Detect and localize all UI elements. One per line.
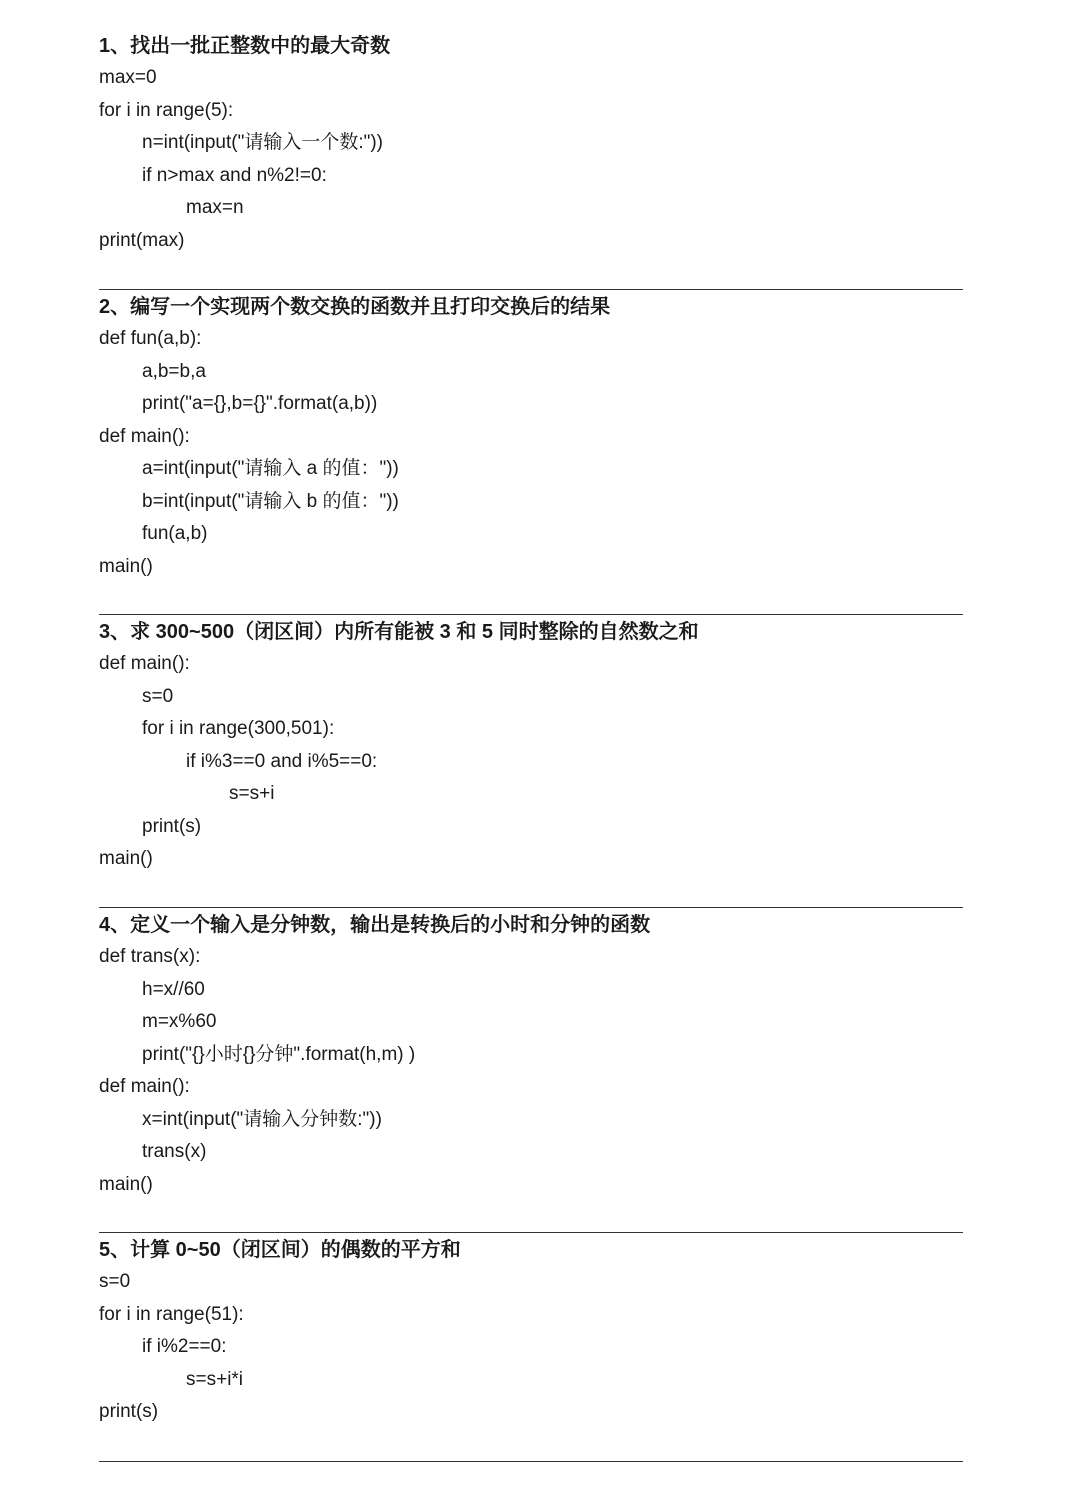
code-line: print(max) (99, 229, 185, 251)
code-line: fun(a,b) (142, 523, 208, 544)
code-line: def fun(a,b): (99, 328, 202, 349)
code-line: for i in range(5): (99, 99, 234, 121)
code-line: print(s) (142, 815, 202, 837)
code-line: print(s) (99, 1401, 159, 1422)
code-line: max=0 (99, 67, 157, 88)
problem-2 (99, 291, 963, 583)
code-line: trans(x) (142, 1141, 207, 1162)
code-line: if i%3==0 and i%5==0: (186, 750, 378, 772)
code-line: def main(): (99, 425, 190, 447)
code-line: if i%2==0: (142, 1336, 227, 1357)
code-line: max=n (186, 197, 244, 218)
code-line: s=s+i*i (186, 1368, 244, 1390)
code-line: def main(): (99, 653, 190, 674)
code-line: h=x//60 (142, 978, 205, 1000)
problem-1-title: 1、找出一批正整数中的最大奇数 (99, 35, 391, 57)
code-line: s=0 (142, 685, 174, 707)
section-divider (99, 614, 963, 615)
code-line: main() (99, 1173, 153, 1195)
problem-3 (99, 616, 963, 876)
code-line: a,b=b,a (142, 360, 206, 382)
code-line: b=int(input("请输入 b 的值：")) (142, 490, 399, 512)
code-line: m=x%60 (142, 1011, 217, 1032)
section-divider (99, 1461, 963, 1462)
section-divider (99, 1232, 963, 1233)
problem-4 (99, 909, 963, 1201)
code-line: x=int(input("请输入分钟数:")) (142, 1108, 382, 1130)
code-line: main() (99, 848, 153, 869)
code-line: s=0 (99, 1271, 131, 1292)
section-divider (99, 289, 963, 290)
code-line: if n>max and n%2!=0: (142, 164, 327, 186)
code-line: for i in range(51): (99, 1303, 244, 1325)
code-line: def main(): (99, 1076, 190, 1097)
code-line: def trans(x): (99, 946, 201, 967)
code-line: main() (99, 555, 153, 577)
section-divider (99, 907, 963, 908)
problem-5 (99, 1234, 963, 1429)
problem-1 (99, 30, 963, 257)
code-line: print("a={},b={}".format(a,b)) (142, 393, 378, 414)
code-line: for i in range(300,501): (142, 718, 335, 739)
problem-5-title: 5、计算 0~50（闭区间）的偶数的平方和 (99, 1239, 461, 1261)
code-line: print("{}小时{}分钟".format(h,m) ) (142, 1043, 416, 1065)
problem-4-title: 4、定义一个输入是分钟数，输出是转换后的小时和分钟的函数 (99, 914, 651, 936)
problem-3-title: 3、求 300~500（闭区间）内所有能被 3 和 5 同时整除的自然数之和 (99, 621, 699, 643)
code-line: n=int(input("请输入一个数:")) (142, 132, 384, 153)
code-line: a=int(input("请输入 a 的值：")) (142, 458, 399, 479)
code-line: s=s+i (229, 783, 275, 804)
problem-2-title: 2、编写一个实现两个数交换的函数并且打印交换后的结果 (99, 296, 611, 318)
